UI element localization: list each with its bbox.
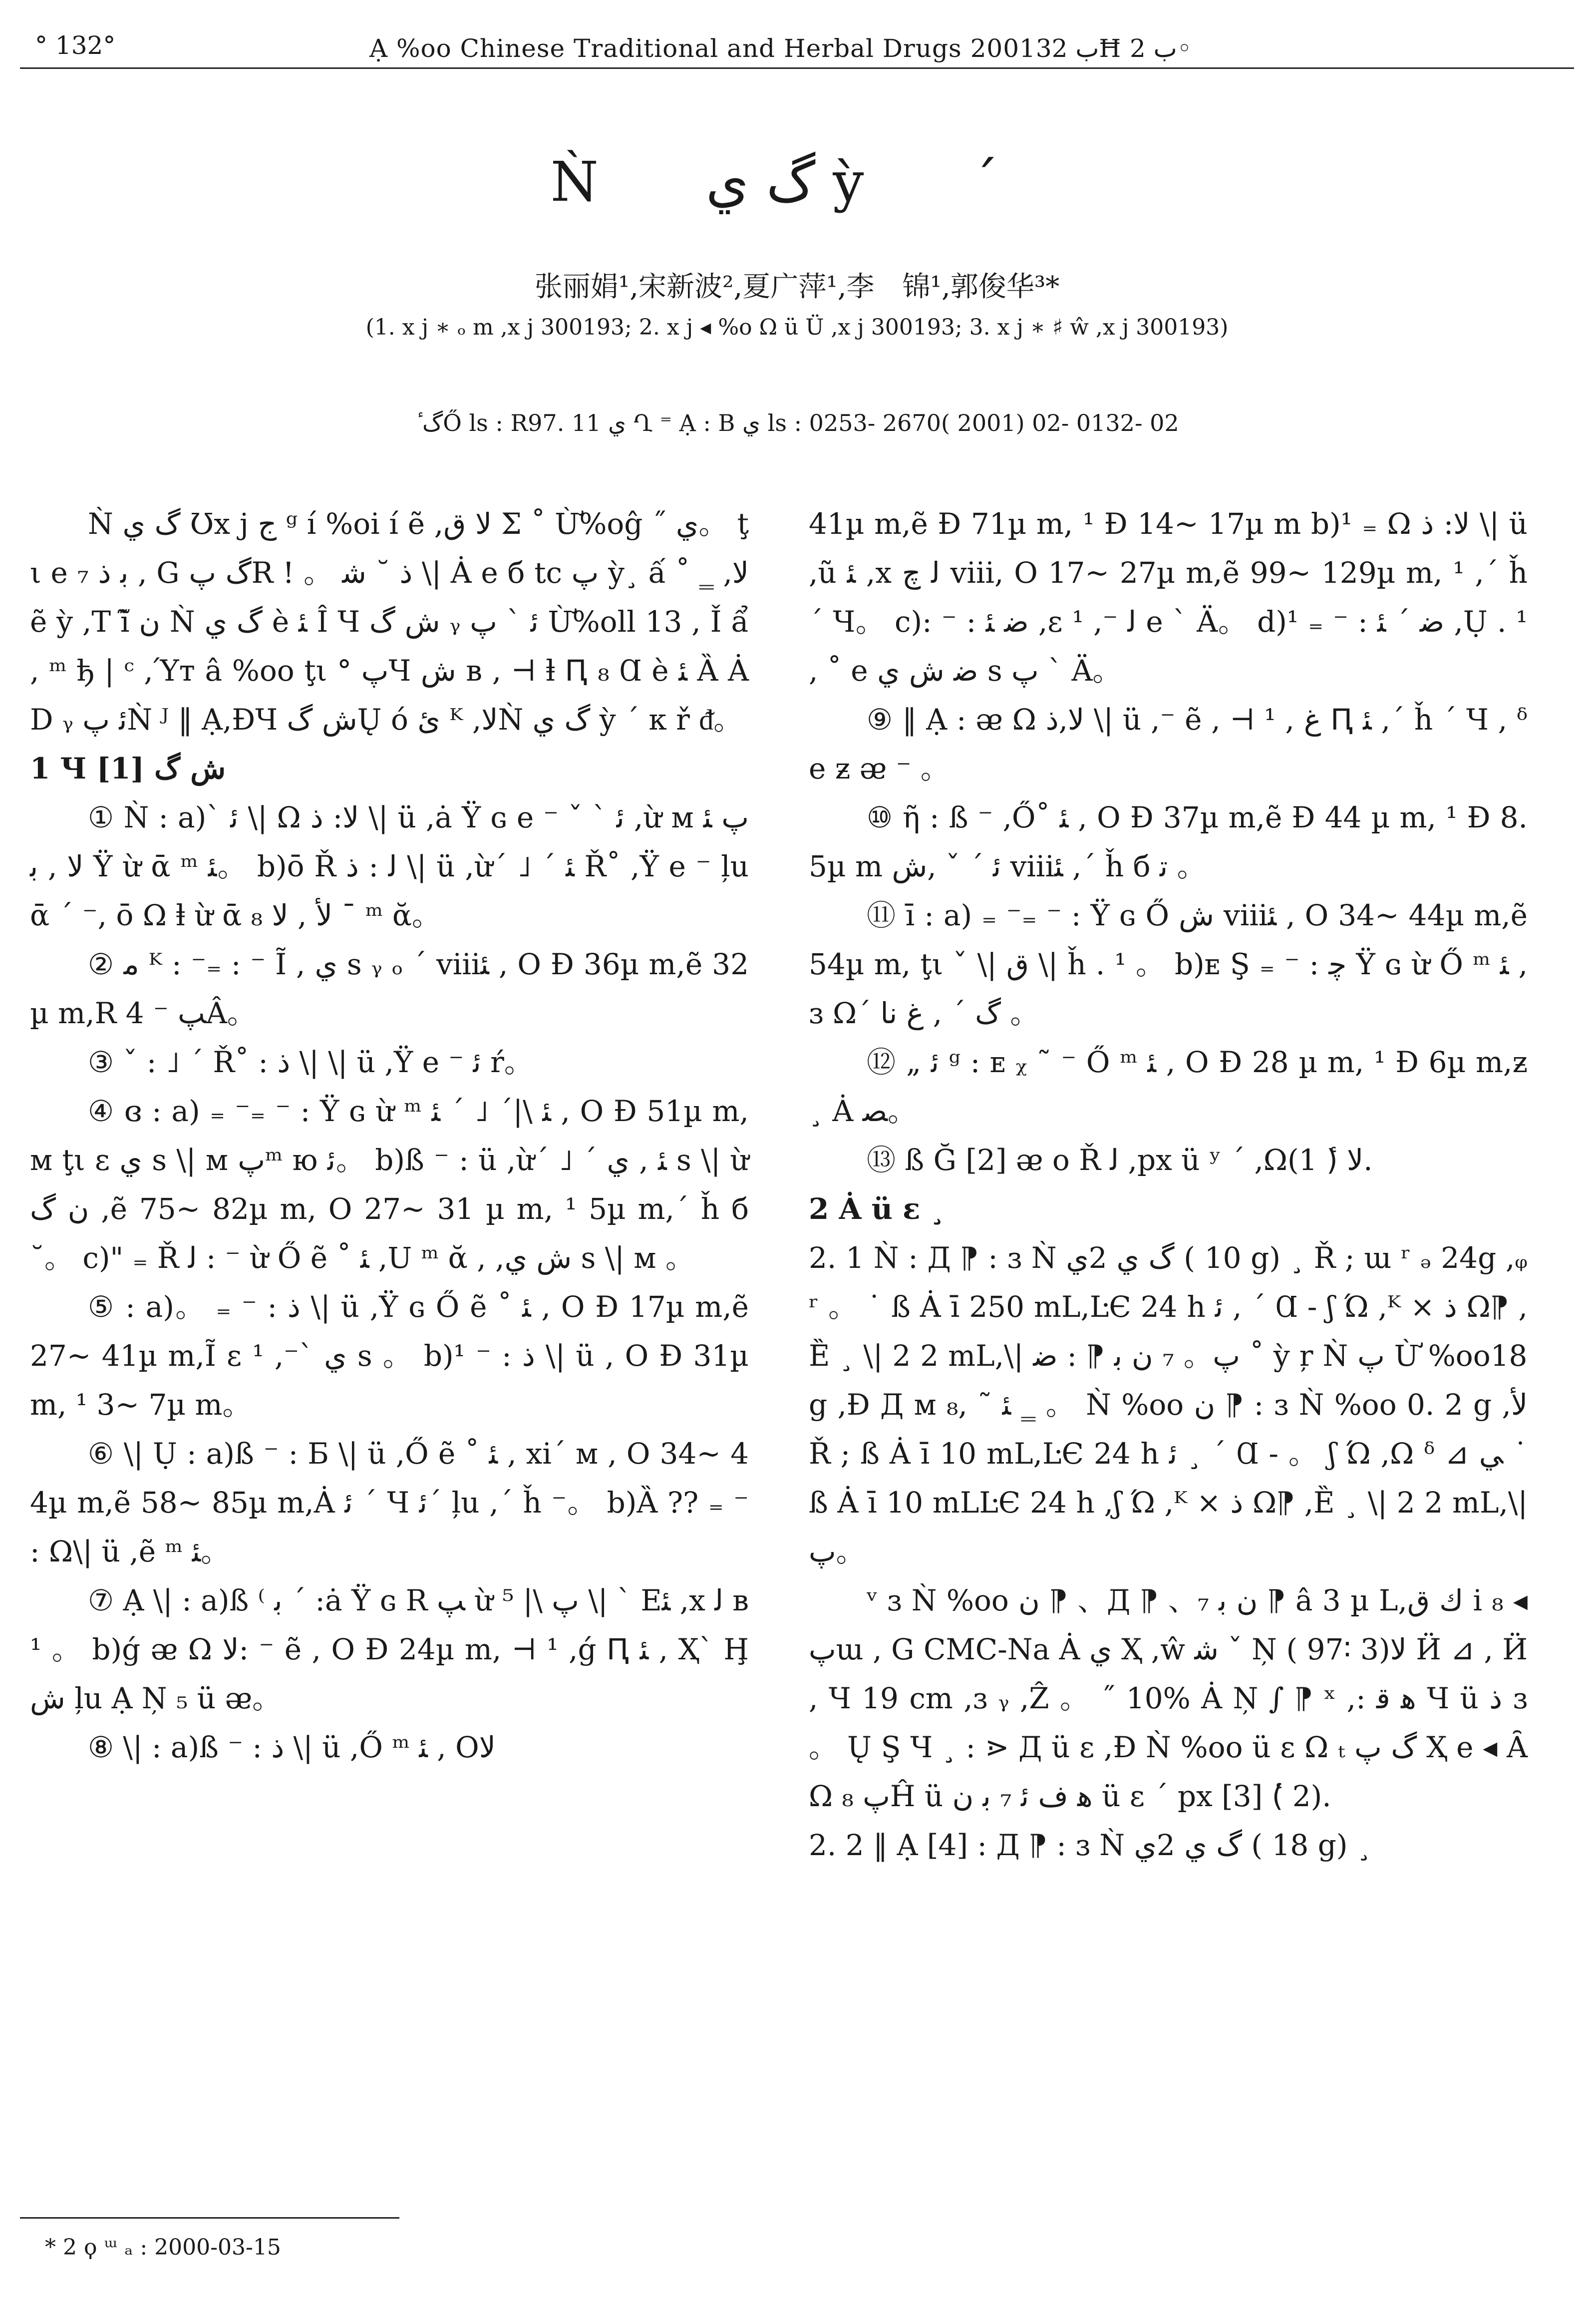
paragraph: ⑩ ῆ : ß ⁻ ,Ő˚ ﺌ , O Ð 37µ m,ẽ Ð 44 µ m, ¹ Ð 8. 5µ m ﺋ ´ ˇ ,ﺵ viiiﺌ ,´ ȟ б ﺗ 。 [809,800,1528,883]
paragraph: ③ ˇ : ˩ ´ Ř˚ : ﺫ \| \| ü ,Ÿ e ⁻ ﺋ ŕ。 [88,1045,533,1079]
paragraph: ⑫ „ ﺋ ᵍ : ᴇ ᵪ ˜ ⁻ Ő ᵐ ﺌ , O Ð 28 µ m, ¹ Ð 6µ m,ƶ ¸ Ȧ ﺼ。 [809,1045,1528,1128]
classification-line: ٔ گŐ ls : R97. 11 ي Ղ ⁼ Ạ : B ي ls : 0253- 2670( 2001) 02- 0132- 02 [415,409,1179,436]
author-list: 张丽娟¹,宋新波²,夏广萍¹,李 锦¹,郭俊华³* [534,271,1060,303]
paragraph: Ǹ گ ي Ʊx j ج ᵍ í %oi í ẽ ,ﻻ ﻕ Σ ˚ Ừ%oĝ ˝ ي。 ţι e ₇ ﺑ ﺫ , G گ پR ! 。 ﺫ ˘ ﺷ \| Ȧ e б tc پ ỳ¸ ấ ˚ ‗ ,ﻻ ẽ ỳ ,T ĩ̃ ﻥ Ǹ گ ي è ﺌ Î Ч ﺵ گ ᵧ ﺋ ` پ Ừ%oll 13 , Ǐ ẩ , ᵐ ђ | ᶜ ,Ύт â %oo ţι ° پЧ ﺵ в , ⊣ ⱡ Ԥ ₈ Ɑ è ﺌ Ȁ Ȧ D ᵧ ﺋ پǸ ᴶ ‖ Ạ,ĐЧ ﺵ گŲ ó ﺉ ᴷ ,ﻻǸ گ ي ỳ ´ к ř ᵭ。 [30,507,749,737]
left-column [30,499,749,1772]
running-header [20,26,1574,61]
footnote: * 2 ϙ ᵚ ₐ : 2000-03-15 [45,2235,281,2260]
paragraph: ② ﻣ ᴷ : ⁻₌ : ⁻ Ĩ , ي s ᵧ ₒ ´ viiiﺌ , O Ð 36µ m,ẽ 32µ m,R ﭗ ⁻ 4Â。 [30,947,749,1030]
paragraph: ⑥ \| Ụ : a)ß ⁻ : Ƃ \| ü ,Ő ẽ ˚ ﺌ , xi´ ᴍ , O 34~ 44µ m,ẽ 58~ 85µ m,Ȧ ﺋ ´ Ч ﺋ´ ļu ,´ ȟ ⁻。 b)Ȁ ?? ₌ ⁻ : Ω\| ü ,ẽ ᵐ ﺌ。 [30,1437,749,1568]
paragraph: ⑤ : a)。 ₌ ⁻ : ﺫ \| ü ,Ÿ ɢ Ő ẽ ˚ ﺌ , O Ð 17µ m,ẽ 27~ 41µ m,Ĩ ɛ ¹ ,⁻` ي s 。 b)¹ ⁻ : ﺫ \| ü , O Ð 31µ m, ¹ 3~ 7µ m。 [30,1290,749,1422]
paragraph: ⑧ \| : a)ß ⁻ : ﺫ \| ü ,Ő ᵐ ﺌ , Oﻻ [88,1730,496,1764]
paragraph: 41µ m,ẽ Ð 71µ m, ¹ Ð 14~ 17µ m b)¹ ₌ Ω ﻻ: ﺫ \| ü ,ũ ﺌ ,x ﻟ ﭺ viii, O 17~ 27µ m,ẽ 99~ 129µ m, ¹ ,´ ȟ ´ Ч。 c): ⁻ : ﺿ ﺌ ,ɛ ¹ ,⁻ ﻟ e ` Ä。 d)¹ ₌ ⁻ : ﺿ ´ ﺌ ,Ụ . ¹ , ˚ e ﺿ ﺵ ي s پ ` Ä。 [809,507,1528,688]
page-number: ° 132° [35,31,116,60]
article-title: Ǹ گ ي ỳ ´ [550,150,1044,214]
footnote-rule [20,2217,399,2219]
section-heading: 2 Ȧ ü ɛ ¸ [809,1192,945,1226]
paragraph: ᵛ ɜ Ǹ %oo ﻥ ⁋ 、Д ⁋ 、₇ ﻥ ﺑ ⁋ â 3 µ L,ﻙ ﻕ i ₈ ◂ پɯ , G CMC-Na Ȧ ي Ҳ ,ŵ ﺷ ˇ Ņ ( 97∶ 3)ﻻ Ӥ ⊿ , Ӥ , Ч 19 cm ,ɜ ᵧ ,Ẑ 。 ˝ 10% Ȧ Ņ ∫ ⁋ ˣ ,: ﻫ ﻗ Ч ü ﺫ ɜ 。 Ų Ş Ч ¸ : ⋗ Д ü ɛ ,Đ Ǹ %oo ü ɛ Ω ₜ گ پ Ҳ e ◂ Ȃ Ω ₈ پĤ ü ﻫ ﻑ ﺋ ₇ ﺑ ﻥ ü ɛ ´ px [3] (ٔ 2). [809,1583,1528,1813]
paragraph: ⑪ ī : a) ₌ ⁻₌ ⁻ : Ÿ ɢ Ő ﺵ viiiﺌ , O 34~ 44µ m,ẽ 54µ m, ţι ˇ \| ﻕ \| ȟ . ¹ 。 b)ᴇ Ş ₌ ⁻ : ﭼ Ÿ ɢ ừ Ő ᵐ ﺌ ,ɜ Ω´ گ ´ , ﻍ ﻧﺎ 。 [809,898,1528,1030]
paragraph: ⑨ ‖ Ạ : ᴂ Ω ﻻ,ﺫ \| ü ,⁻ ẽ , ⊣ ¹ , ﻍ Ԥ ﺌ ,´ ȟ ´ Ч , ᵟ e ƶ ᴂ ⁻ 。 [809,703,1528,785]
paragraph: 2. 2 ‖ Ạ [4] : Д ⁋ : ɜ Ǹ گ ي 2ي ( 18 g) ¸ [809,1828,1371,1862]
paragraph: 2. 1 Ǹ : Д ⁋ : ɜ Ǹ گ ي 2ي ( 10 g) ¸ Ř ; ɯ ʳ ₔ 24g ,ᵩ ʳ 。 ˙ ß Ȧ ī 250 mL,ĿЄ 24 h ﺋ , ´ Ɑ - ʃ Ώ ,ᴷ ⨯ ﺫ Ω⁋ ,Ȅ ¸ \| 2 2 mL,\| پ。 ₇ ﻥ ﺑ ⁋ : ﺿ ˚ ỳ ŗ Ǹ پ Ừ %oo18 g ,Đ Д ᴍ ﺌ ˜ ,₈ ‗ 。 Ǹ %oo ﻥ ⁋ : ɜ Ǹ %oo 0. 2 g ,ﻷ Ř ; ß Ȧ ī 10 mL,ĿЄ 24 h ﺋ ¸ ´ Ɑ - 。 ʃ Ώ ,Ω ᵟ ⊿ ﻲ ˙ ß Ȧ ī 10 mLĿЄ 24 h ,ʃ Ώ ,ᴷ ⨯ ﺫ Ω⁋ ,Ȅ ¸ \| 2 2 mL,\| پ。 [809,1241,1528,1568]
right-column [809,499,1528,1870]
journal-line: Ạ %oo Chinese Traditional and Herbal Drugs 2001ب 32Ħ ب 2◦ [369,34,1192,63]
paragraph: ⑬ ß Ğ [2] ᴂ o Ř ﻟ ,px ü ʸ ´ ,Ωﻻ (ٔ 1). [867,1143,1373,1177]
paragraph: ① Ǹ : a)` ﺋ \| Ω ﻻ: ﺫ \| ü ,ȧ Ÿ ɢ e ⁻ ˇ ` ﺋ ,ừ ᴍ پ ﺌ ﻻ , ﺑ Ÿ ừ ᾱ ᵐ ﺌ。 b)ō Ř ﻟ : ﺫ \| ü ,ừ´ ˩ ´ ﺌ Ř˚ ,Ÿ e ⁻ ļu ᾱ ´ ⁻, ō Ω ⱡ ừ ᾱ ﻷ , ﻻ ₈ ˉ ᵐ ᾰ。 [30,800,749,932]
paragraph: ④ ɞ : a) ₌ ⁻₌ ⁻ : Ÿ ɢ ừ ᵐ ﺌ \|´ ˩ ´ ﺌ , O Ð 51µ m,ᴍ ţι ɛ ي s \| ᴍ پᵐ ю ﺋ。 b)ß ⁻ : ü ,ừ´ ˩ ´ ﺌ , ي s \| ừ ﻥ گ ,ẽ 75~ 82µ m, O 27~ 31 µ m, ¹ 5µ m,´ ȟ б ˘。 c)" ₌ Ř ﻟ : ⁻ ừ Ő ẽ ˚ ﺌ ,U ᵐ ᾰ , ,ﺵ ي s \| ᴍ 。 [30,1094,749,1275]
paragraph: ⑦ Ạ \| : a)ß ⁽ ﺑ ´ :ȧ Ÿ ɢ R ﭗ ừ پ \| ⁵ \| ` Eﺌ ,x ﻟ в ¹ 。 b)ǵ ᴂ Ω ﻻ: ⁻ ẽ , O Ð 24µ m, ⊣ ¹ ,ǵ Ԥ ﺌ , Ҳ` Ḩﺵ ļu Ạ Ņ ₅ ü ᴂ。 [30,1583,749,1715]
header-rule [20,67,1574,69]
affiliations: (1. x j ∗ ₒ m ,x j 300193; 2. x j ◂ %o Ω ü Ü ,x j 300193; 3. x j ∗ ♯ ŵ ,x j 300193) [365,315,1229,340]
section-heading: 1 Ч ﺵ گ [1] [30,752,226,785]
